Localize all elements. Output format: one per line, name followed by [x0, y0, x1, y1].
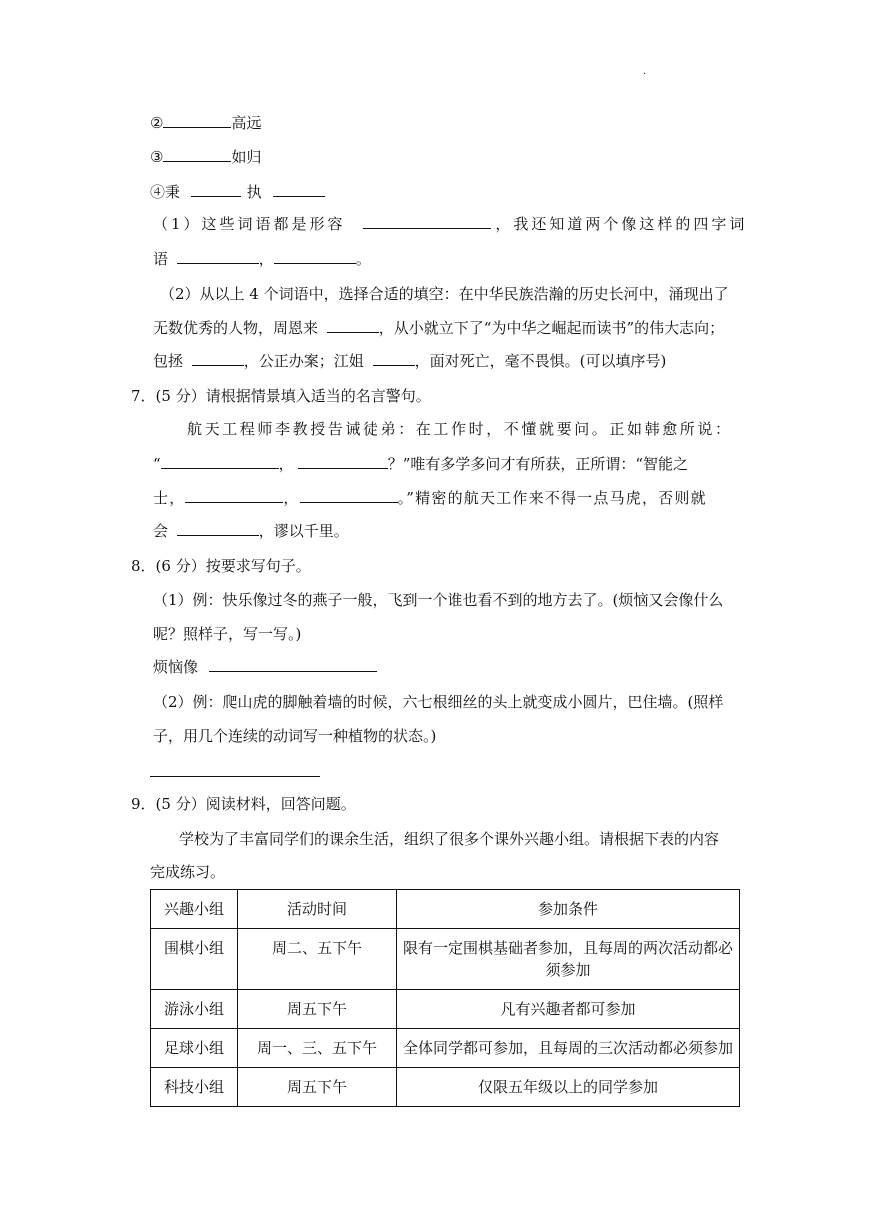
text: 烦恼像: [153, 658, 199, 676]
item-label: ②: [150, 114, 164, 132]
table-cell: 仅限五年级以上的同学参加: [397, 1068, 740, 1107]
item-text: ④秉: [150, 183, 181, 201]
q6-part2-line3: [153, 350, 666, 372]
q7-line1: 航天工程师李教授告诫徒弟：在工作时，不懂就要问。正如韩愈所说：: [187, 420, 733, 438]
answer-blank[interactable]: [300, 487, 398, 503]
table-cell: 限有一定围棋基础者参加，且每周的两次活动都必须参加: [397, 929, 740, 990]
q7-header: 7．(5 分）请根据情景填入适当的名言警句。: [131, 387, 431, 405]
text: ，从小就立下了“为中华之崛起而读书”的伟大志向；: [378, 319, 725, 337]
table-cell: 周五下午: [238, 990, 397, 1029]
q6-item-3: [150, 146, 261, 168]
text: 会: [153, 522, 169, 540]
answer-blank[interactable]: [185, 487, 283, 503]
q7-line4: [153, 520, 349, 542]
answer-blank[interactable]: [209, 656, 377, 672]
answer-blank[interactable]: [298, 453, 388, 469]
answer-blank[interactable]: [191, 181, 241, 197]
table-cell: 周二、五下午: [238, 929, 397, 990]
table-row: [151, 990, 740, 1029]
q6-part1-line1: [153, 213, 747, 235]
q6-item-4: [150, 181, 325, 203]
text: ，我还知道两个像这样的四字词: [495, 215, 748, 233]
table-cell: 全体同学都可参加，且每周的三次活动都必须参加: [397, 1029, 740, 1068]
interest-group-table: [150, 889, 740, 1107]
item-text: 如归: [231, 148, 262, 166]
text: ？”唯有多学多问才有所获，正所谓：“智能之: [387, 455, 689, 473]
q8-header: 8．(6 分）按要求写句子。: [131, 557, 311, 575]
answer-blank[interactable]: [177, 248, 259, 264]
text: ，: [283, 489, 300, 507]
answer-blank[interactable]: [363, 213, 491, 229]
answer-blank[interactable]: [161, 453, 279, 469]
table-cell: 足球小组: [151, 1029, 238, 1068]
q6-item-2: [150, 112, 261, 134]
q8-part2-line2: 子，用几个连续的动词写一种植物的状态。): [153, 727, 437, 745]
item-text: 高远: [231, 114, 262, 132]
table-cell: 周一、三、五下午: [238, 1029, 397, 1068]
answer-blank[interactable]: [177, 520, 259, 536]
answer-blank[interactable]: [273, 181, 325, 197]
q9-intro-line1: 学校为了丰富同学们的课余生活，组织了很多个课外兴趣小组。请根据下表的内容: [179, 830, 720, 848]
answer-blank[interactable]: [274, 248, 356, 264]
table-header-cell: 活动时间: [238, 890, 397, 929]
table-cell: 围棋小组: [151, 929, 238, 990]
text: 无数优秀的人物，周恩来: [153, 319, 319, 337]
text: ，公正办案；江姐: [243, 352, 364, 370]
q9-intro-line2: 完成练习。: [150, 863, 226, 881]
text: 。”精密的航天工作来不得一点马虎，否则就: [397, 489, 707, 507]
q8-part2-line1: （2）例：爬山虎的脚触着墙的时候，六七根细丝的头上就变成小圆片，巴住墙。(照样: [153, 693, 724, 711]
table-cell: 科技小组: [151, 1068, 238, 1107]
item-label: ③: [150, 148, 164, 166]
answer-blank[interactable]: [163, 112, 231, 128]
text: 包拯: [153, 352, 184, 370]
table-row: [151, 929, 740, 990]
q9-header: 9．(5 分）阅读材料，回答问题。: [131, 795, 356, 813]
table-header-cell: 参加条件: [397, 890, 740, 929]
text: 士，: [153, 489, 186, 507]
q8-part1-line1: （1）例：快乐像过冬的燕子一般，飞到一个谁也看不到的地方去了。(烦恼又会像什么: [153, 591, 724, 609]
answer-blank[interactable]: [192, 350, 244, 366]
q7-line3: [153, 487, 707, 509]
q7-line2: [153, 453, 688, 475]
text: 语: [153, 250, 169, 268]
text: （1）这些词语都是形容: [153, 215, 346, 233]
table-cell: 凡有兴趣者都可参加: [397, 990, 740, 1029]
q6-part2-line1: （2）从以上 4 个词语中，选择合适的填空：在中华民族浩瀚的历史长河中，涌现出了: [160, 285, 729, 303]
text: ，: [258, 250, 274, 268]
answer-blank[interactable]: [327, 317, 379, 333]
table-row: [151, 1029, 740, 1068]
table-cell: 游泳小组: [151, 990, 238, 1029]
q6-part2-line2: [153, 317, 724, 339]
table-row: [151, 1068, 740, 1107]
text: ，: [278, 455, 294, 473]
table-header-cell: 兴趣小组: [151, 890, 238, 929]
q8-part1-line3: [153, 656, 377, 678]
table-header-row: [151, 890, 740, 929]
q8-part1-line2: 呢？照样子，写一写。): [153, 625, 302, 643]
text: ，谬以千里。: [258, 522, 349, 540]
text: ，面对死亡，毫不畏惧。(可以填序号): [414, 352, 667, 370]
answer-blank[interactable]: [373, 350, 415, 366]
answer-blank[interactable]: [163, 146, 231, 162]
q6-part1-line2: [153, 248, 371, 270]
corner-mark: .: [643, 66, 647, 77]
text: 。: [355, 250, 371, 268]
item-text: 执: [246, 183, 262, 201]
text: “: [153, 455, 161, 473]
table-cell: 周五下午: [238, 1068, 397, 1107]
q8-answer-line[interactable]: [150, 776, 320, 777]
